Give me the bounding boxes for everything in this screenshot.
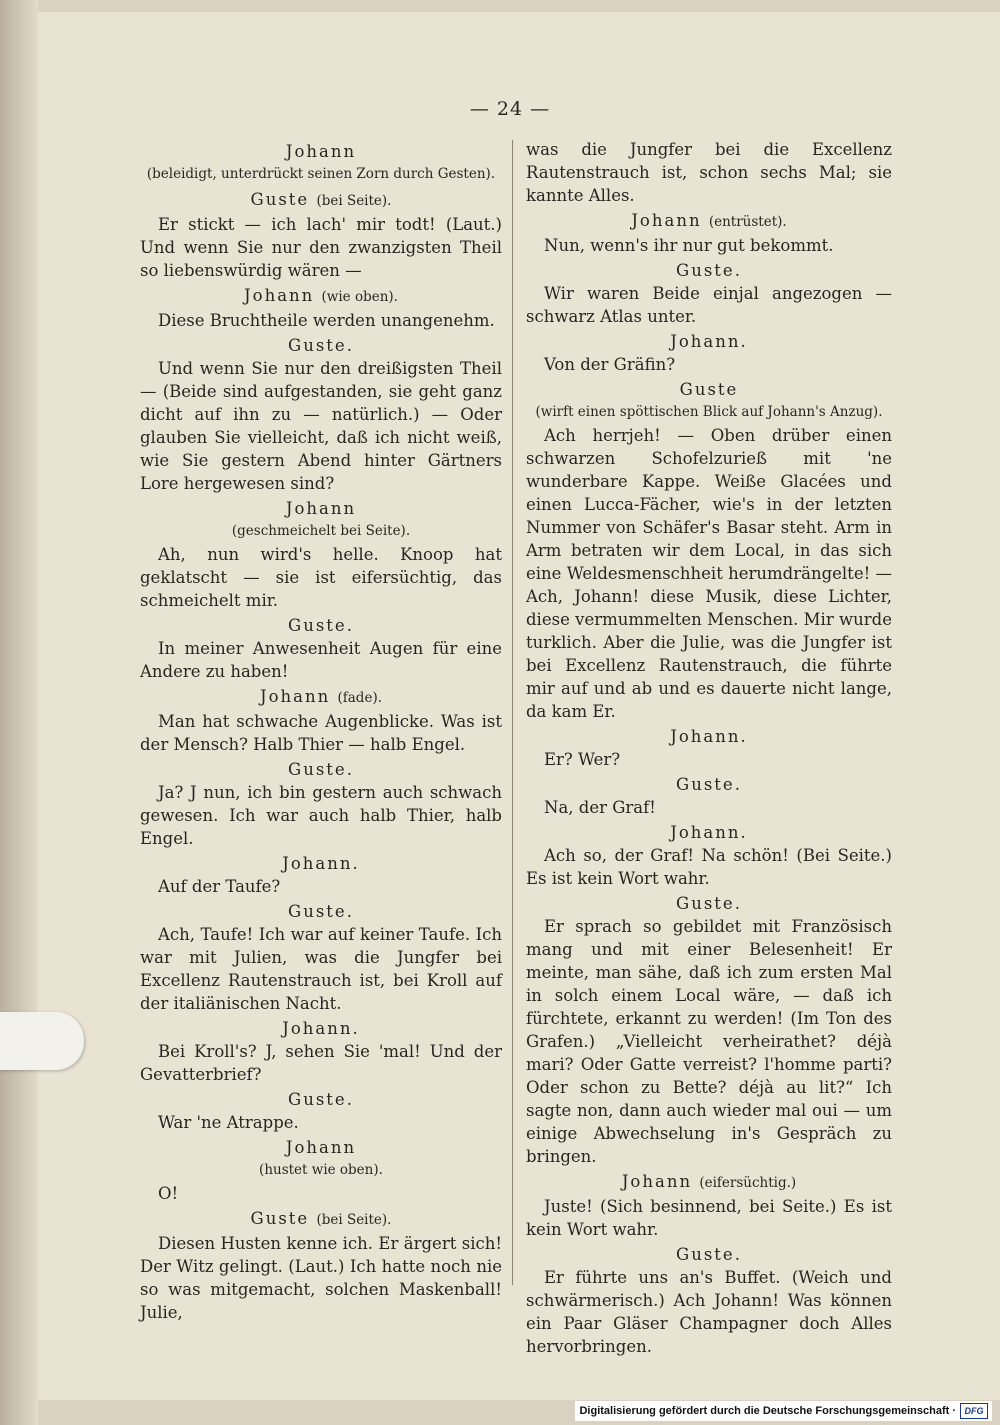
dialogue-text: Juste! (Sich besinnend, bei Seite.) Es ist kein Wort wahr. (526, 1197, 892, 1239)
speaker-name (526, 209, 892, 234)
dialogue-text: Nun, wenn's ihr nur gut bekommt. (544, 236, 834, 255)
speaker-name (140, 284, 502, 309)
speaker-name (140, 614, 502, 637)
stage-direction: (wirft einen spöttischen Blick auf Johann's Anzug). (535, 404, 883, 420)
speaker-name (140, 685, 502, 710)
speaker-label: Guste. (288, 1090, 354, 1109)
speaker-label: Johann (621, 1172, 693, 1191)
speaker-label: Guste (250, 1209, 310, 1228)
footer-credit (575, 1401, 992, 1421)
speaker-label: Guste. (676, 1245, 742, 1264)
book-spine (0, 0, 38, 1425)
speaker-name (526, 259, 892, 282)
speaker-name (526, 330, 892, 353)
speaker-label: Johann. (670, 823, 748, 842)
dialogue-text: Diesen Husten kenne ich. Er ärgert sich! Der Witz gelingt. (Laut.) Ich hatte noch nie so was mitgemacht, solchen Maskenball! Julie, (140, 1234, 502, 1322)
stage-direction: (hustet wie oben). (259, 1162, 383, 1178)
speaker-label: Guste. (288, 336, 354, 355)
speaker-label: Guste. (288, 760, 354, 779)
dialogue-text: Er? Wer? (544, 750, 621, 769)
speaker-name (140, 140, 502, 163)
speaker-name (526, 1243, 892, 1266)
speaker-label: Johann (285, 142, 357, 161)
stage-direction: (bei Seite). (316, 193, 392, 209)
speaker-name (526, 725, 892, 748)
dialogue-text: Er stickt — ich lach' mir todt! (Laut.) Und wenn Sie nur den zwanzigsten Theil so liebenswürdig wären — (140, 215, 502, 280)
stage-direction: (bei Seite). (316, 1212, 392, 1228)
column-divider (512, 140, 513, 1285)
dialogue-text: Er sprach so gebildet mit Französisch mang und mit einer Belesenheit! Er meinte, man sähe, daß ich zum ersten Mal in solch einem Local wäre, — daß ich fürchtete, erkannt zu werden! (Im Ton des Grafen.) „Vielleicht verheirathet? déjà mari? Oder Gatte verreist? l'homme parti? Oder schon zu Bette? déjà au lit?“ Ich sagte non, dann auch wieder mal oui — um einige Abwechselung in's Gespräch zu bringen. (526, 917, 892, 1166)
speaker-label: Guste (250, 190, 310, 209)
speaker-label: Johann. (670, 332, 748, 351)
speaker-label: Johann. (282, 854, 360, 873)
dialogue-text: War 'ne Atrappe. (158, 1113, 299, 1132)
speaker-name (140, 497, 502, 520)
speaker-name (140, 1088, 502, 1111)
speaker-name (140, 1017, 502, 1040)
dialogue-text: Wir waren Beide einjal angezogen — schwarz Atlas unter. (526, 284, 892, 326)
speaker-name (140, 758, 502, 781)
dialogue-text: Man hat schwache Augenblicke. Was ist der Mensch? Halb Thier — halb Engel. (140, 712, 502, 754)
dialogue-text: Und wenn Sie nur den dreißigsten Theil — (Beide sind aufgestanden, sie geht ganz dicht auf ihn zu — natürlich.) — Oder glauben Sie vielleicht, daß ich nicht weiß, wie Sie gestern Abend hinter Gärtners Lore hergewesen sind? (140, 359, 502, 493)
stage-direction: (geschmeichelt bei Seite). (231, 523, 411, 539)
page-tab-marker (0, 1012, 84, 1070)
speaker-label: Guste. (288, 616, 354, 635)
stage-direction: (beleidigt, unterdrückt seinen Zorn durch Gesten). (146, 166, 496, 182)
dialogue-text: Von der Gräfin? (544, 355, 676, 374)
dialogue-text: Ach, Taufe! Ich war auf keiner Taufe. Ich war mit Julien, was die Jungfer bei Excellenz Rautenstrauch ist, bei Kroll auf der italiänischen Nacht. (140, 925, 502, 1013)
dialogue-text: Na, der Graf! (544, 798, 656, 817)
right-column (526, 138, 892, 1358)
speaker-name (140, 1207, 502, 1232)
dialogue-text: Bei Kroll's? J, sehen Sie 'mal! Und der Gevatterbrief? (140, 1042, 502, 1084)
dfg-logo: DFG (960, 1403, 988, 1419)
dialogue-text: Diese Bruchtheile werden unangenehm. (158, 311, 495, 330)
speaker-name (140, 334, 502, 357)
speaker-label: Johann (631, 211, 702, 230)
speaker-label: Guste. (676, 894, 742, 913)
dialogue-text: In meiner Anwesenheit Augen für eine Andere zu haben! (140, 639, 502, 681)
stage-direction: (eifersüchtig.) (699, 1175, 797, 1191)
speaker-label: Guste. (676, 775, 742, 794)
dialogue-text: Ja? J nun, ich bin gestern auch schwach gewesen. Ich war auch halb Thier, halb Engel. (140, 783, 502, 848)
speaker-name (526, 821, 892, 844)
speaker-name (526, 378, 892, 401)
speaker-label: Johann (244, 286, 315, 305)
speaker-name (140, 188, 502, 213)
dialogue-text: was die Jungfer bei die Excellenz Rautenstrauch ist, schon sechs Mal; sie kannte Alles. (526, 140, 892, 205)
speaker-name (140, 900, 502, 923)
dialogue-text: Auf der Taufe? (158, 877, 281, 896)
speaker-name (526, 773, 892, 796)
dialogue-text: Ah, nun wird's helle. Knoop hat geklatscht — sie ist eifersüchtig, das schmeichelt mir. (140, 545, 502, 610)
speaker-label: Guste. (288, 902, 354, 921)
left-column (140, 138, 502, 1324)
footer-text: Digitalisierung gefördert durch die Deutsche Forschungsgemeinschaft · (579, 1405, 956, 1417)
dialogue-text: Er führte uns an's Buffet. (Weich und schwärmerisch.) Ach Johann! Was können ein Paar Gläser Champagner doch Alles hervorbringen. (526, 1268, 892, 1356)
speaker-label: Johann (285, 1138, 357, 1157)
dialogue-text: Ach herrjeh! — Oben drüber einen schwarzen Schofelzurieß mit 'ne wunderbare Kappe. Weiße Glacées und einen Lucca-Fächer, wie's in der letzten Nummer von Schäfer's Basar steht. Arm in Arm betraten wir dem Local, in das sich eine Weldesmenschheit herumdrängelte! — Ach, Johann! diese Musik, diese Lichter, diese vermummelten Menschen. Mir wurde turklich. Aber die Julie, was die Jungfer ist bei Excellenz Rautenstrauch, die führte mir auf und ab und es dauerte nicht lange, da kam Er. (526, 426, 892, 721)
speaker-label: Johann (259, 687, 331, 706)
page-number: — 24 — (469, 98, 551, 120)
speaker-label: Guste. (676, 261, 742, 280)
speaker-label: Johann (285, 499, 357, 518)
speaker-name (140, 852, 502, 875)
speaker-label: Guste (679, 380, 739, 399)
stage-direction: (wie oben). (321, 289, 398, 305)
stage-direction: (entrüstet). (708, 214, 787, 230)
speaker-label: Johann. (282, 1019, 360, 1038)
speaker-name (526, 892, 892, 915)
speaker-label: Johann. (670, 727, 748, 746)
dialogue-text: O! (158, 1184, 179, 1203)
dialogue-text: Ach so, der Graf! Na schön! (Bei Seite.) Es ist kein Wort wahr. (526, 846, 892, 888)
speaker-name (140, 1136, 502, 1159)
stage-direction: (fade). (337, 690, 383, 706)
speaker-name (526, 1170, 892, 1195)
